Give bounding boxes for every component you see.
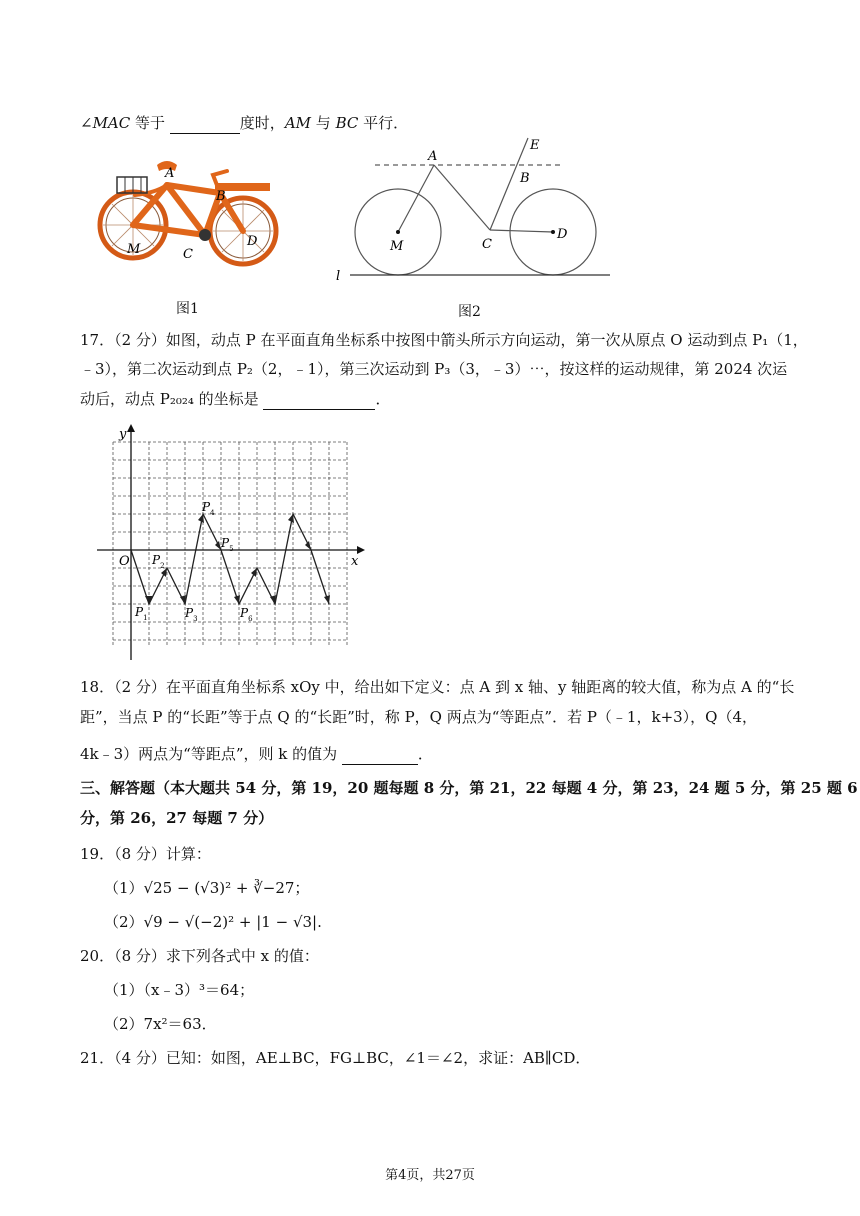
x-axis-arrow (357, 546, 365, 554)
fig1-caption: 图1 (176, 301, 199, 317)
q16-answer-blank[interactable] (170, 117, 240, 134)
bicycle-illustration (95, 155, 285, 273)
y-axis-label: y (119, 427, 127, 442)
q18-period: ． (417, 745, 433, 763)
q20-part2: （2）7x²＝63． (104, 1015, 217, 1033)
q16-text-b: 度时， (239, 114, 285, 132)
q17-line3-text: 动后，动点 P₂₀₂₄ 的坐标是 (80, 390, 264, 408)
q16-text-a: 等于 (130, 114, 170, 132)
fig1-label-b: B (216, 189, 226, 204)
q19-part2 (104, 911, 322, 933)
fig2-label-b: B (520, 171, 530, 186)
bike-frame (133, 171, 243, 235)
q17-period: ． (375, 390, 391, 408)
path-arrowheads (145, 514, 330, 604)
crank (199, 229, 211, 241)
fig1-label-d: D (247, 234, 258, 249)
fig2-label-m: M (390, 239, 404, 254)
fig2-label-e: E (530, 138, 540, 153)
q16-am: AM (284, 114, 312, 132)
q18-line3-text: 4k﹣3）两点为“等距点”，则 k 的值为 (80, 745, 342, 763)
p5-label: $P_5$ (221, 536, 234, 553)
fig2-diagram (330, 130, 620, 290)
q16-text-c: 与 (311, 114, 336, 132)
q19-part1 (104, 877, 309, 899)
point-m (396, 230, 400, 234)
section3-heading-line1: 三、解答题（本大题共 54 分，第 19，20 题每题 8 分，第 21，22 每题 4 分，第 23，24 题 5 分，第 25 题 6 (80, 779, 858, 797)
q17-line1: 17．（2 分）如图，动点 P 在平面直角坐标系中按图中箭头所示方向运动，第一次从原点 O 运动到点 P₁（1， (80, 331, 808, 349)
q19-part1-expr: √25 − (√3)² + ∛−27； (143, 879, 310, 897)
fig1-label-a: A (165, 166, 175, 181)
p4-label: $P_4$ (202, 500, 215, 517)
fig2-label-a: A (428, 149, 438, 164)
origin-label: O (119, 554, 130, 569)
fig2-label-l: l (336, 269, 341, 284)
q19-part2-expr: √9 − √(−2)² + |1 − √3|. (143, 913, 322, 931)
grid-lines (113, 442, 347, 645)
fig1-label-c: C (183, 247, 193, 262)
q20-part1: （1）（x﹣3）³＝64； (104, 981, 255, 999)
x-axis-label: x (351, 554, 359, 569)
q19-heading: 19．（8 分）计算： (80, 845, 211, 863)
p1-label: $P_1$ (135, 605, 148, 622)
section3-heading-line2: 分，第 26，27 每题 7 分） (80, 809, 274, 827)
q17-answer-blank[interactable] (263, 393, 375, 410)
q18-line3 (80, 743, 433, 765)
q16-text-d: 平行． (358, 114, 409, 132)
q18-line2: 距”，当点 P 的“长距”等于点 Q 的“长距”时，称 P，Q 两点为“等距点”．若 P（﹣1，k+3），Q（4， (80, 708, 758, 726)
q18-answer-blank[interactable] (342, 748, 418, 765)
fig2-label-d: D (557, 227, 568, 242)
q19-part2-label: （2） (104, 913, 144, 931)
q20-heading: 20．（8 分）求下列各式中 x 的值： (80, 947, 319, 965)
p6-label: $P_6$ (240, 606, 253, 623)
q19-part1-label: （1） (104, 879, 144, 897)
p2-label: $P_2$ (152, 553, 165, 570)
q17-line2: ﹣3），第二次运动到点 P₂（2，﹣1），第三次运动到 P₃（3，﹣3）⋯，按这样的运动规律，第 2024 次运 (80, 360, 788, 378)
fig1-label-m: M (127, 242, 141, 257)
point-d (551, 230, 555, 234)
motion-path (131, 514, 329, 604)
q21-text: 21．（4 分）已知：如图，AE⊥BC，FG⊥BC，∠1＝∠2，求证：AB∥CD． (80, 1049, 591, 1067)
q18-line1: 18．（2 分）在平面直角坐标系 xOy 中，给出如下定义：点 A 到 x 轴、y 轴距离的较大值，称为点 A 的“长 (80, 678, 795, 696)
fig2-label-c: C (482, 237, 492, 252)
y-axis-arrow (127, 424, 135, 432)
p3-label: $P_3$ (185, 606, 198, 623)
q17-line3 (80, 388, 390, 410)
angle-mac: ∠MAC (80, 114, 131, 132)
fig2-caption: 图2 (458, 304, 481, 320)
page-footer: 第4页，共27页 (385, 1168, 475, 1183)
q16-bc: BC (335, 114, 359, 132)
coordinate-grid-figure (95, 420, 370, 665)
